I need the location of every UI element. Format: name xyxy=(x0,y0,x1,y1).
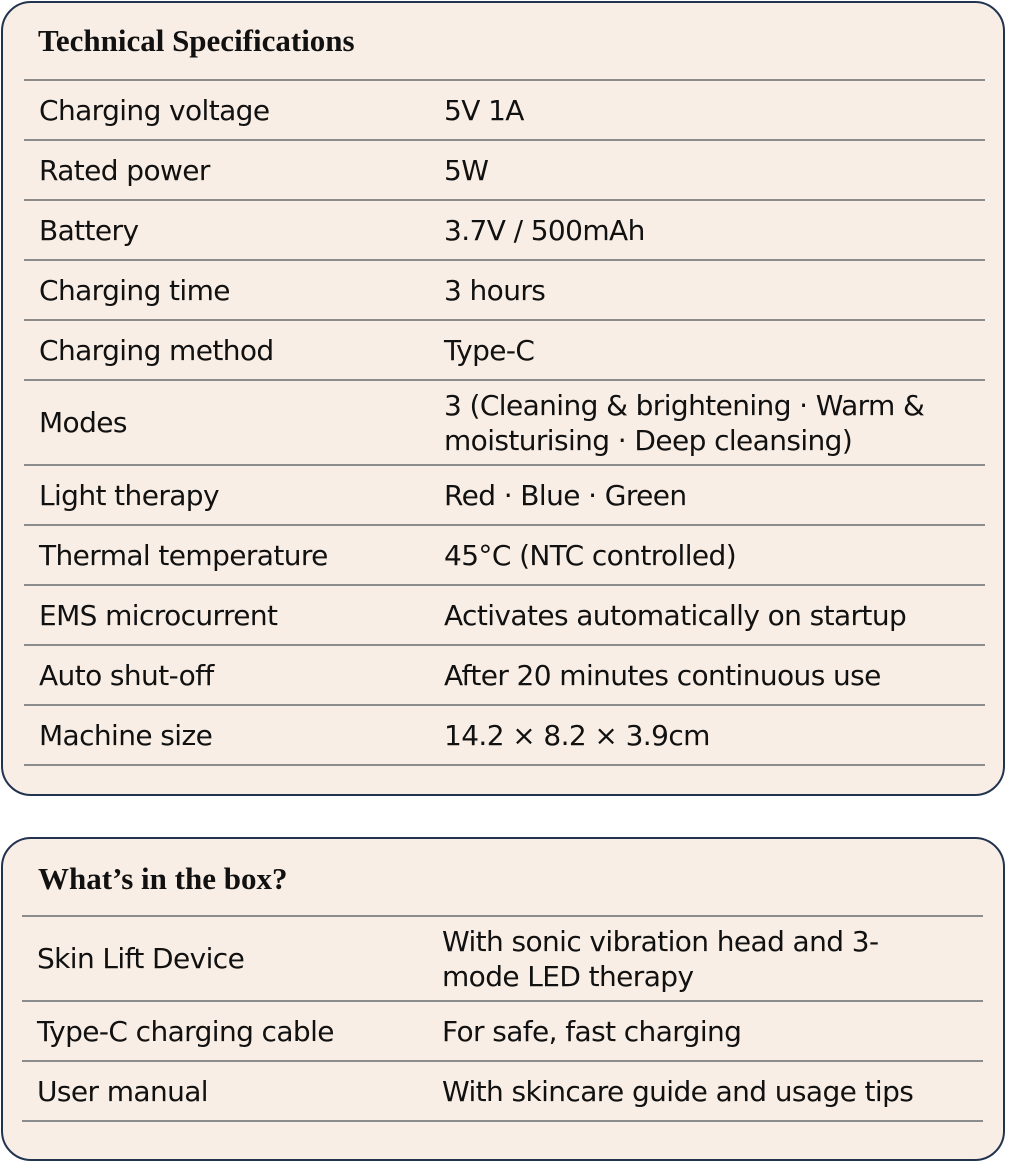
spec-label-machine-size: Machine size xyxy=(39,719,213,752)
spec-label-charging-method: Charging method xyxy=(39,334,274,367)
box-item-label-skin-lift-device: Skin Lift Device xyxy=(37,942,245,975)
spec-label-battery: Battery xyxy=(39,214,139,247)
divider xyxy=(24,704,985,706)
spec-value-charging-voltage: 5V 1A xyxy=(444,94,524,127)
spec-value-battery: 3.7V / 500mAh xyxy=(444,214,645,247)
spec-value-modes-line1: 3 (Cleaning & brightening · Warm & xyxy=(444,389,925,422)
divider xyxy=(24,79,985,81)
divider xyxy=(24,464,985,466)
box-item-label-type-c-cable: Type-C charging cable xyxy=(37,1015,334,1048)
box-title: What’s in the box? xyxy=(38,861,288,896)
box-item-value-type-c-cable: For safe, fast charging xyxy=(442,1015,742,1048)
divider xyxy=(24,139,985,141)
whats-in-the-box-card xyxy=(1,837,1005,1161)
specs-title: Technical Specifications xyxy=(38,23,355,58)
spec-value-charging-time: 3 hours xyxy=(444,274,546,307)
box-item-value-user-manual: With skincare guide and usage tips xyxy=(442,1075,914,1108)
spec-label-charging-time: Charging time xyxy=(39,274,230,307)
spec-value-charging-method: Type-C xyxy=(444,334,535,367)
spec-value-light-therapy: Red · Blue · Green xyxy=(444,479,687,512)
divider xyxy=(24,764,985,766)
divider xyxy=(24,644,985,646)
spec-label-modes: Modes xyxy=(39,406,127,439)
spec-label-thermal-temperature: Thermal temperature xyxy=(39,539,328,572)
spec-label-ems-microcurrent: EMS microcurrent xyxy=(39,599,278,632)
divider xyxy=(24,259,985,261)
spec-value-auto-shut-off: After 20 minutes continuous use xyxy=(444,659,881,692)
divider xyxy=(22,1000,983,1002)
spec-label-light-therapy: Light therapy xyxy=(39,479,219,512)
box-item-label-user-manual: User manual xyxy=(37,1075,208,1108)
divider xyxy=(22,1120,983,1122)
spec-label-auto-shut-off: Auto shut-off xyxy=(39,659,214,692)
spec-value-thermal-temperature: 45°C (NTC controlled) xyxy=(444,539,737,572)
divider xyxy=(22,915,983,917)
spec-value-rated-power: 5W xyxy=(444,154,489,187)
box-item-value-skin-lift-device-line1: With sonic vibration head and 3- xyxy=(442,925,879,958)
divider xyxy=(24,584,985,586)
divider xyxy=(22,1060,983,1062)
box-item-value-skin-lift-device-line2: mode LED therapy xyxy=(442,960,694,993)
spec-value-modes-line2: moisturising · Deep cleansing) xyxy=(444,424,853,457)
spec-label-rated-power: Rated power xyxy=(39,154,210,187)
divider xyxy=(24,379,985,381)
spec-value-machine-size: 14.2 × 8.2 × 3.9cm xyxy=(444,719,710,752)
divider xyxy=(24,524,985,526)
technical-specifications-card xyxy=(1,1,1005,796)
spec-value-ems-microcurrent: Activates automatically on startup xyxy=(444,599,907,632)
divider xyxy=(24,199,985,201)
divider xyxy=(24,319,985,321)
spec-label-charging-voltage: Charging voltage xyxy=(39,94,270,127)
